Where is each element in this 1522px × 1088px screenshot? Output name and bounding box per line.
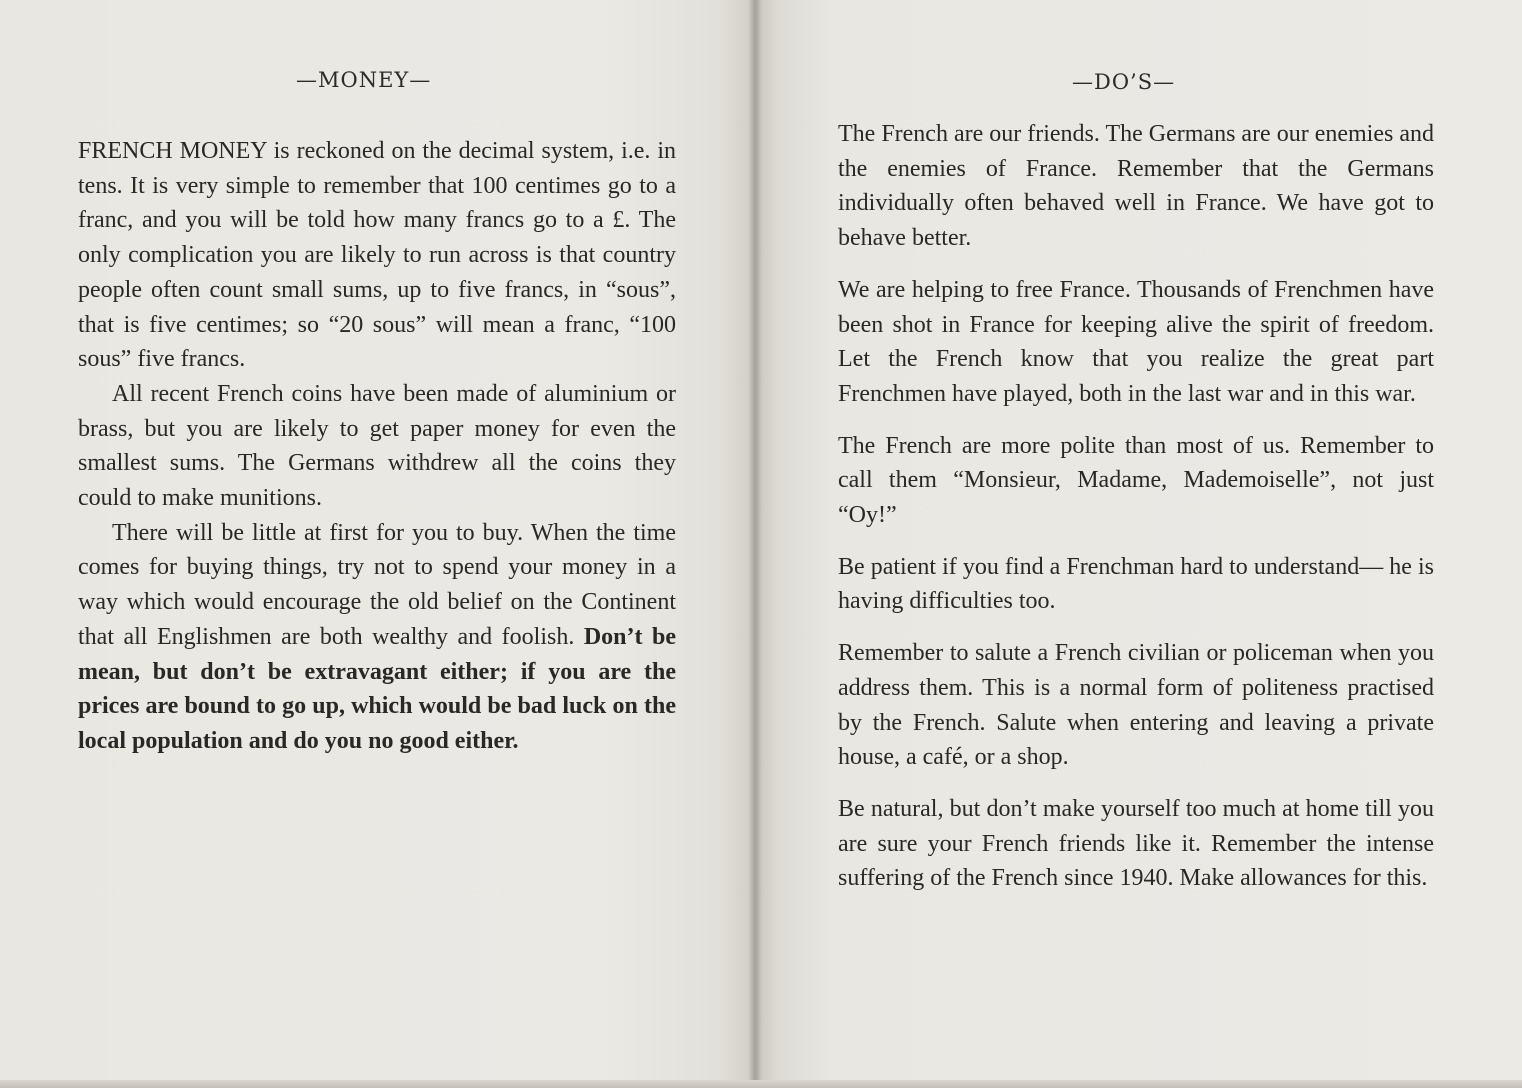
money-paragraph-1: FRENCH MONEY is reckoned on the decimal system, i.e. in tens. It is very simple to remember that 100 centimes go to a franc, and you will be told how many francs go to a £. The only complication you are likely to run across is that country people often count small sums, up to five francs, in “sous”, that is five centimes; so “20 sous” will mean a franc, “100 sous” five francs. — [78, 138, 676, 373]
page-bottom-edge — [0, 1080, 1522, 1088]
dos-paragraph-6: Be natural, but don’t make yourself too much at home till you are sure your French friends like it. Remember the intense suffering of the French since 1940. Make allowances for this. — [838, 795, 1434, 892]
money-bold-advice: Don’t be mean, but don’t be extravagant either; if you are the prices are bound to go up, which would be bad luck on the local population and do you no good either. — [78, 623, 677, 754]
money-heading: —MONEY— — [296, 68, 432, 92]
book-gutter — [748, 0, 762, 1088]
money-body — [78, 134, 676, 759]
dos-paragraph-2: We are helping to free France. Thousands of Frenchmen have been shot in France for keeping alive the spirit of freedom. Let the French know that you realize the great part Frenchmen have played, both in the last war and in this war. — [838, 276, 1434, 407]
dos-body — [838, 117, 1434, 913]
money-paragraph-3-text: There will be little at first for you to buy. When the time comes for buying things, try not to spend your money in a way which would encourage the old belief on the Continent that all Englishmen are both wealthy and foolish. — [78, 519, 676, 650]
dos-paragraph-4: Be patient if you find a Frenchman hard to understand— he is having difficulties too. — [838, 553, 1434, 615]
dos-paragraph-1: The French are our friends. The Germans are our enemies and the enemies of France. Remember that the Germans individually often behaved well in France. We have got to behave better. — [838, 121, 1434, 252]
money-paragraph-3 — [78, 516, 676, 759]
dos-paragraph-5: Remember to salute a French civilian or policeman when you address them. This is a normal form of politeness practised by the French. Salute when entering and leaving a private house, a café, or a shop. — [838, 640, 1434, 771]
dos-heading: —DO’S— — [1072, 70, 1176, 94]
dos-paragraph-3: The French are more polite than most of us. Remember to call them “Monsieur, Madame, Mademoiselle”, not just “Oy!” — [838, 432, 1434, 529]
money-paragraph-2: All recent French coins have been made of aluminium or brass, but you are likely to get paper money for even the smallest sums. The Germans withdrew all the coins they could to make munitions. — [78, 380, 676, 512]
